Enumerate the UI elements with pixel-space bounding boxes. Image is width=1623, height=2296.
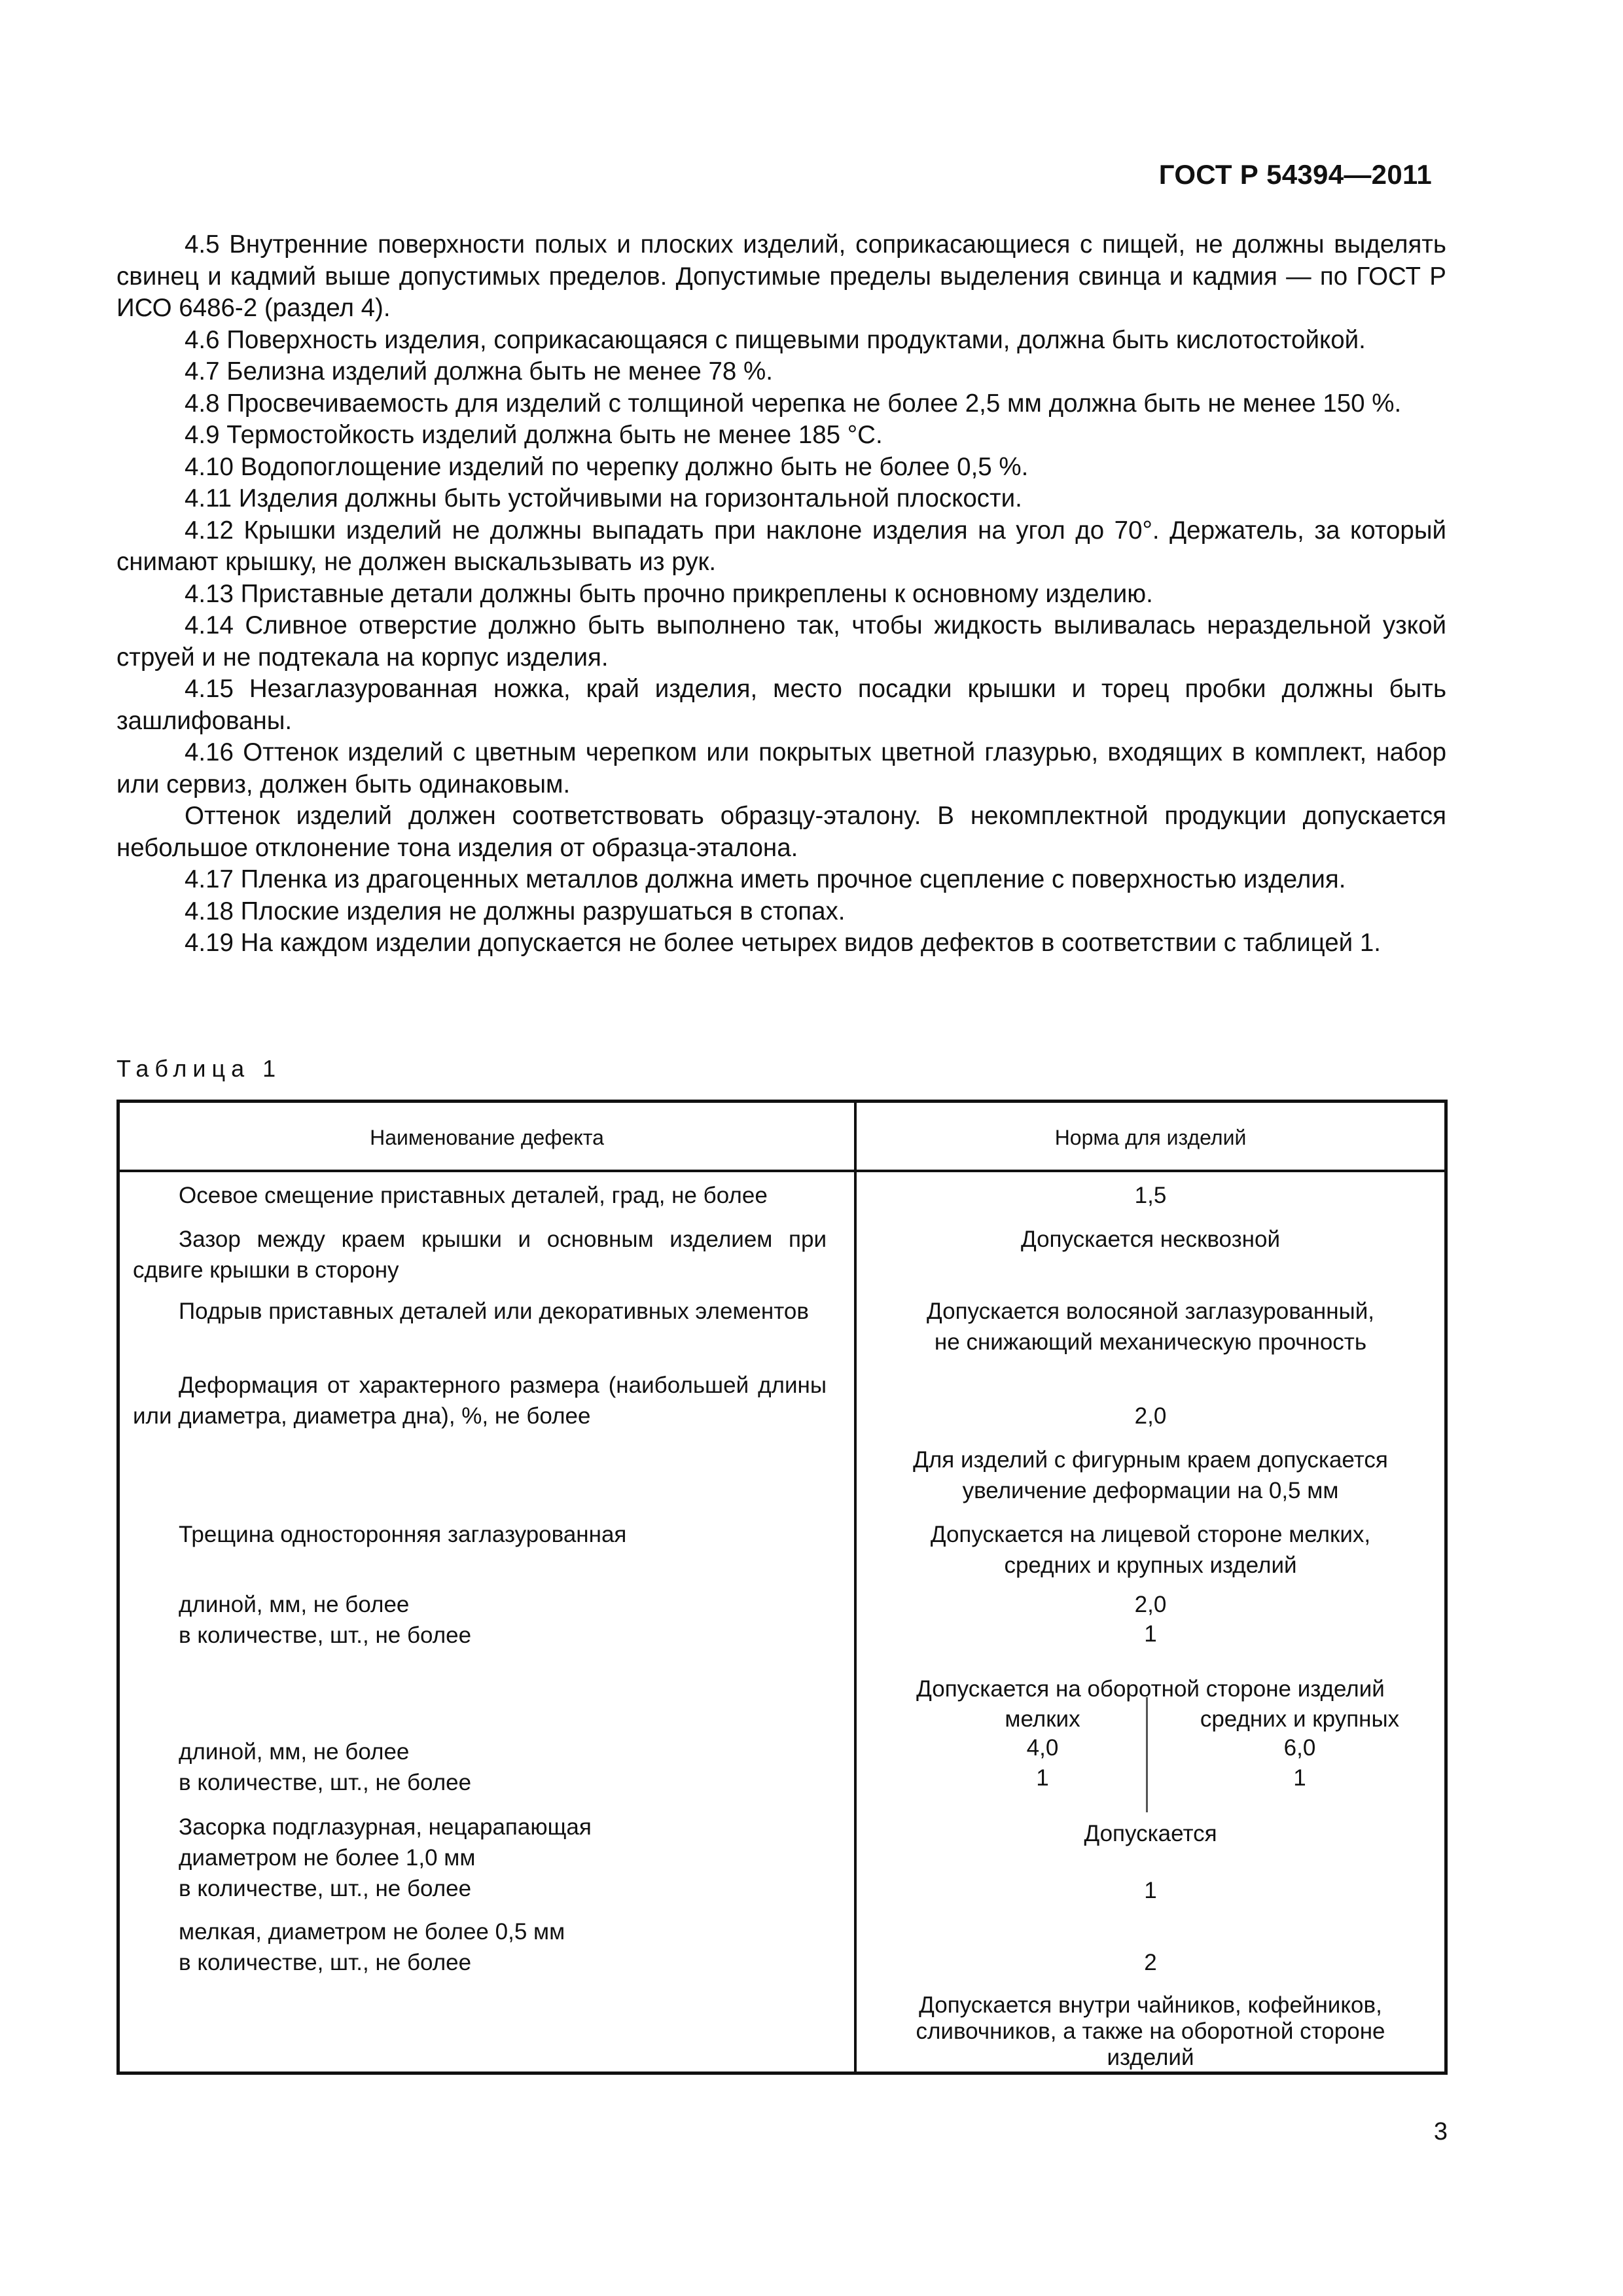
row-inclusion-value-2: 1 <box>1144 1878 1157 1903</box>
subcol-small-header: мелких <box>1005 1706 1080 1732</box>
row-inclusion-label-2: диаметром не более 1,0 мм <box>179 1845 476 1871</box>
row-crack-value-1: Допускается на лицевой стороне мелких, <box>930 1522 1371 1547</box>
clause-4-16: 4.16 Оттенок изделий с цветным черепком или покрытых цветной глазурью, входящих в комплект, набор или сервиз, должен быть одинаковым. <box>116 738 1446 798</box>
subcol-large-header: средних и крупных <box>1200 1706 1400 1732</box>
clause-4-11: 4.11 Изделия должны быть устойчивыми на горизонтальной плоскости. <box>185 484 1022 512</box>
row-small-inclusion-value: 2 <box>1144 1950 1157 1975</box>
row-inside-teapots-value-3: изделий <box>1107 2045 1194 2070</box>
row-figured-edge-value-1: Для изделий с фигурным краем допускается <box>913 1447 1388 1473</box>
header-divider <box>120 1170 1444 1172</box>
clause-4-19: 4.19 На каждом изделии допускается не более четырех видов дефектов в соответствии с таблицей 1. <box>185 929 1381 957</box>
row-back-count-label: в количестве, шт., не более <box>179 1770 472 1795</box>
page-number: 3 <box>1433 2118 1448 2145</box>
table-header-defect: Наименование дефекта <box>370 1126 604 1149</box>
row-inside-teapots-value-1: Допускается внутри чайников, кофейников, <box>919 1992 1382 2018</box>
row-front-count-label: в количестве, шт., не более <box>179 1623 472 1648</box>
row-inclusion-label-1: Засорка подглазурная, нецарапающая <box>179 1814 592 1840</box>
row-lid-gap-label: Зазор между краем крышки и основным изделием при сдвиге крышки в сторону <box>133 1227 827 1283</box>
row-crack-value-2: средних и крупных изделий <box>1004 1552 1297 1578</box>
row-undercut-label: Подрыв приставных деталей или декоративных элементов <box>179 1299 809 1324</box>
row-small-inclusion-label-2: в количестве, шт., не более <box>179 1950 472 1975</box>
document-id-header: ГОСТ Р 54394—2011 <box>1158 159 1432 190</box>
clause-4-9: 4.9 Термостойкость изделий должна быть не менее 185 °С. <box>185 421 883 449</box>
row-front-count-value: 1 <box>1144 1621 1157 1647</box>
row-inclusion-value-1: Допускается <box>1084 1821 1217 1846</box>
row-inclusion-label-3: в количестве, шт., не более <box>179 1876 472 1901</box>
row-axial-shift-value: 1,5 <box>1134 1183 1167 1208</box>
body-text <box>116 229 1446 960</box>
clause-4-15: 4.15 Незаглазурованная ножка, край изделия, место посадки крышки и торец пробки должны быть зашлифованы. <box>116 675 1446 735</box>
row-figured-edge-value-2: увеличение деформации на 0,5 мм <box>962 1478 1339 1503</box>
subcol-large-count: 1 <box>1293 1765 1306 1791</box>
clause-4-17: 4.17 Пленка из драгоценных металлов должна иметь прочное сцепление с поверхностью изделия. <box>185 865 1346 893</box>
row-back-side-value: Допускается на оборотной стороне изделий <box>916 1676 1385 1702</box>
subcol-small-count: 1 <box>1036 1765 1049 1791</box>
row-axial-shift-label: Осевое смещение приставных деталей, град, не более <box>179 1183 768 1208</box>
row-lid-gap-value: Допускается несквозной <box>1020 1227 1281 1252</box>
subcol-large-length: 6,0 <box>1283 1735 1316 1761</box>
row-back-length-label: длиной, мм, не более <box>179 1739 410 1765</box>
subcol-small-length: 4,0 <box>1026 1735 1059 1761</box>
row-inside-teapots-value-2: сливочников, а также на оборотной стороне <box>916 2018 1385 2044</box>
table-label: Таблица 1 <box>116 1055 282 1082</box>
defects-table <box>116 1100 1448 2075</box>
row-deformation-label: Деформация от характерного размера (наибольшей длины или диаметра, диаметра дна), %, не более <box>133 1372 827 1429</box>
row-deformation-value: 2,0 <box>1134 1403 1167 1429</box>
row-front-length-label: длиной, мм, не более <box>179 1592 410 1617</box>
clause-4-7: 4.7 Белизна изделий должна быть не менее 78 %. <box>185 357 773 386</box>
row-crack-label: Трещина односторонняя заглазурованная <box>179 1522 627 1547</box>
clause-4-13: 4.13 Приставные детали должны быть прочно прикреплены к основному изделию. <box>185 579 1153 608</box>
row-small-inclusion-label-1: мелкая, диаметром не более 0,5 мм <box>179 1919 565 1945</box>
clause-4-8: 4.8 Просвечиваемость для изделий с толщиной черепка не более 2,5 мм должна быть не менее 150 %. <box>185 389 1402 418</box>
clause-4-16-note: Оттенок изделий должен соответствовать образцу-эталону. В некомплектной продукции допускается небольшое отклонение тона изделия от образца-эталона. <box>116 802 1446 862</box>
clause-4-14: 4.14 Сливное отверстие должно быть выполнено так, чтобы жидкость выливалась нераздельной узкой струей и не подтекала на корпус изделия. <box>116 611 1446 672</box>
clause-4-18: 4.18 Плоские изделия не должны разрушаться в стопах. <box>185 897 846 925</box>
clause-4-10: 4.10 Водопоглощение изделий по черепку должно быть не более 0,5 %. <box>185 452 1029 481</box>
clause-4-12: 4.12 Крышки изделий не должны выпадать при наклоне изделия на угол до 70°. Держатель, за который снимают крышку, не должен выскальзывать из рук. <box>116 516 1446 576</box>
clause-4-6: 4.6 Поверхность изделия, соприкасающаяся с пищевыми продуктами, должна быть кислотостойкой. <box>185 325 1366 354</box>
clause-4-5: 4.5 Внутренние поверхности полых и плоских изделий, соприкасающиеся с пищей, не должны выделять свинец и кадмий выше допустимых пределов. Допустимые пределы выделения свинца и кадмия — по ГОСТ Р ИСО 6486-2 (раздел 4). <box>116 230 1446 322</box>
row-undercut-value-2: не снижающий механическую прочность <box>934 1329 1367 1355</box>
table-header-norm: Норма для изделий <box>1054 1126 1247 1149</box>
row-undercut-value-1: Допускается волосяной заглазурованный, <box>927 1299 1374 1324</box>
row-front-length-value: 2,0 <box>1134 1592 1167 1617</box>
